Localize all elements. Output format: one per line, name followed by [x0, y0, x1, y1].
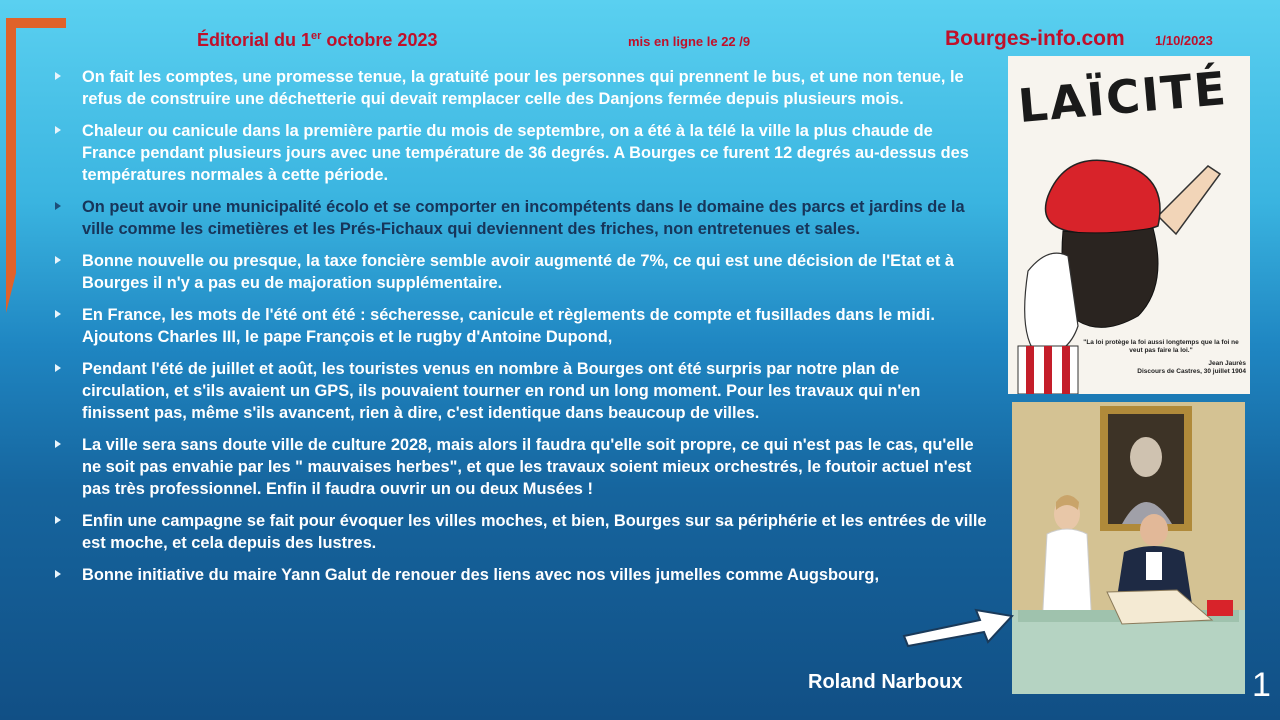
pointer-arrow-icon [900, 602, 1020, 650]
posted-date: mis en ligne le 22 /9 [628, 34, 751, 49]
mayor-signing-photo [1012, 402, 1245, 694]
list-item: Bonne initiative du maire Yann Galut de renouer des liens avec nos villes jumelles comme Augsbourg, [55, 564, 990, 586]
list-item: Pendant l'été de juillet et août, les touristes venus en nombre à Bourges ont été surpris par notre plan de circulation, et s'ils avaient un GPS, ils pouvaient tourner en rond un long moment. Pour les travaux qui n'en finissent pas, même s'ils avancent, rien à dire, c'est identique dans beaucoup de villes. [55, 358, 990, 424]
list-item: On fait les comptes, une promesse tenue, la gratuité pour les personnes qui prennent le bus, et une non tenue, le refus de construire une déchetterie qui devait remplacer celle des Danjons fermée depuis plusieurs mois. [55, 66, 990, 110]
poster-title: LAÏCITÉ [1016, 60, 1230, 134]
bullet-arrow-icon [55, 364, 61, 372]
list-item: En France, les mots de l'été ont été : sécheresse, canicule et règlements de compte et fusillades dans le midi. Ajoutons Charles III, le pape François et le rugby d'Antoine Dupond, [55, 304, 990, 348]
poster-quote: "La loi protège la foi aussi longtemps que la foi ne veut pas faire la loi." [1083, 339, 1239, 354]
bullet-arrow-icon [55, 202, 61, 210]
editorial-list [55, 66, 990, 596]
header-date: 1/10/2023 [1155, 33, 1213, 48]
photo-scene [1012, 402, 1245, 694]
list-item: Enfin une campagne se fait pour évoquer les villes moches, et bien, Bourges sur sa périphérie et les entrées de ville est moche, et cela depuis des lustres. [55, 510, 990, 554]
header [0, 27, 1280, 56]
bullet-arrow-icon [55, 72, 61, 80]
list-item: Bonne nouvelle ou presque, la taxe foncière semble avoir augmenté de 7%, ce qui est une décision de l'Etat et à Bourges il n'y a pas eu de majoration supplémentaire. [55, 250, 990, 294]
poster-signature: Jean Jaurès Discours de Castres, 30 juillet 1904 [1137, 360, 1246, 375]
list-item: La ville sera sans doute ville de culture 2028, mais alors il faudra qu'elle soit propre, ce qui n'est pas le cas, qu'elle ne soit pas envahie par les " mauvaises herbes", et que les travaux soient mieux orchestrés, le foutoir actuel n'est pas très professionnel. Enfin il faudra ouvrir un ou deux Musées ! [55, 434, 990, 500]
author-name: Roland Narboux [808, 671, 963, 693]
bullet-arrow-icon [55, 256, 61, 264]
list-item: Chaleur ou canicule dans la première partie du mois de septembre, on a été à la télé la ville la plus chaude de France pendant plusieurs jours avec une température de 36 degrés. A Bourges ce furent 12 degrés au-dessus des températures normales à cette période. [55, 120, 990, 186]
slide-number: 1 [1252, 666, 1271, 704]
laicite-poster-image [1008, 56, 1250, 394]
bullet-arrow-icon [55, 516, 61, 524]
editorial-title: Éditorial du 1er octobre 2023 [197, 30, 438, 50]
site-name: Bourges-info.com [945, 27, 1125, 50]
bullet-arrow-icon [55, 126, 61, 134]
list-item: On peut avoir une municipalité écolo et se comporter en incompétents dans le domaine des parcs et jardins de la ville comme les cimetières et les Prés-Fichaux qui deviennent des friches, non entretenues et sales. [55, 196, 990, 240]
bullet-arrow-icon [55, 570, 61, 578]
bullet-arrow-icon [55, 440, 61, 448]
bullet-arrow-icon [55, 310, 61, 318]
